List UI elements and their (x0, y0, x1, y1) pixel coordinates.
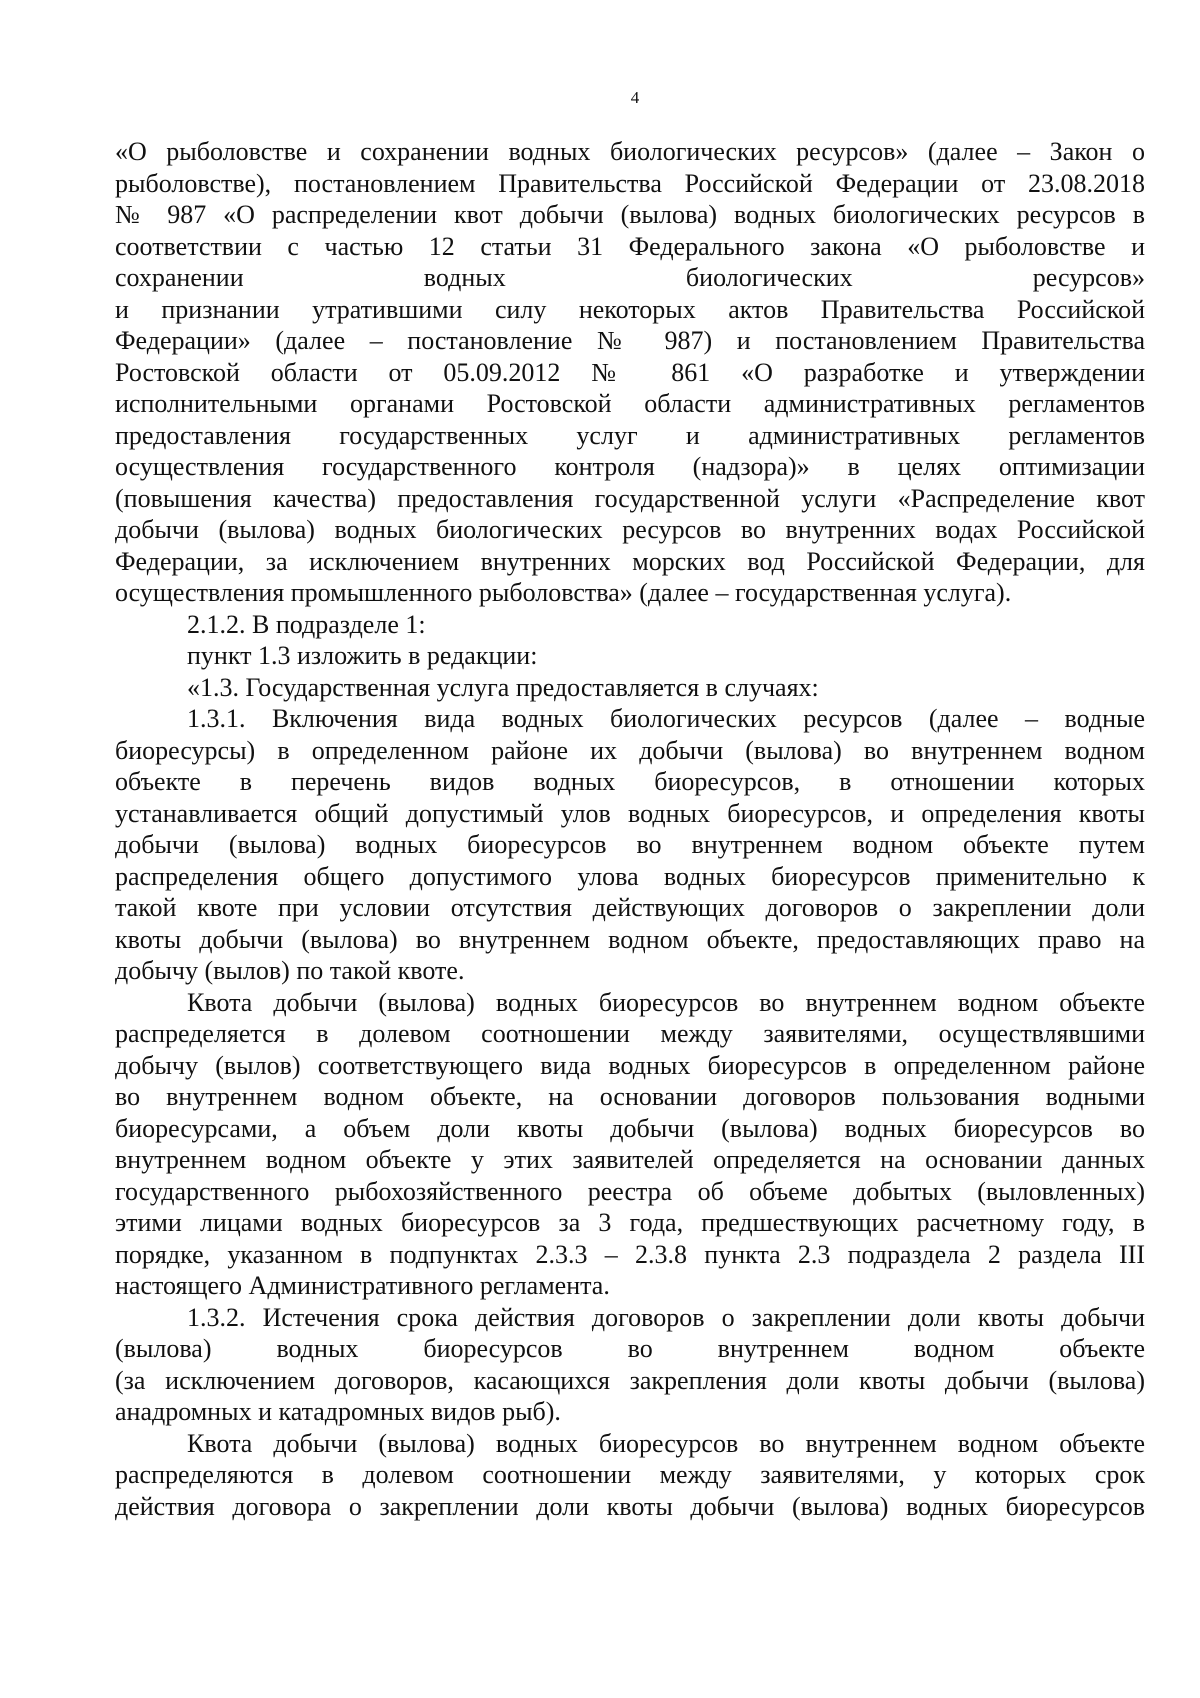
text-line: биоресурсами, а объем доли квоты добычи (вылова) водных биоресурсов во (115, 1113, 1145, 1143)
text-line: действия договора о закреплении доли квоты добычи (вылова) водных биоресурсов (115, 1491, 1145, 1521)
text-line: настоящего Административного регламента. (115, 1271, 610, 1300)
text-line: анадромных и катадромных видов рыб). (115, 1397, 561, 1426)
text-line: Федерации» (далее – постановление № 987) и постановлением Правительства (115, 326, 1145, 355)
text-line: предоставления государственных услуг и административных регламентов (115, 420, 1145, 450)
text-line: 1.3.1. Включения вида водных биологических ресурсов (далее – водные (187, 704, 1145, 733)
text-line: № 987 «О распределении квот добычи (вылова) водных биологических ресурсов в (115, 200, 1145, 229)
text-line: объекте в перечень видов водных биоресурсов, в отношении которых (115, 767, 1145, 796)
text-line: государственного рыбохозяйственного реестра об объеме добытых (выловленных) (115, 1176, 1145, 1206)
text-line: осуществления промышленного рыболовства» (далее – государственная услуга). (115, 578, 1012, 607)
text-line: порядке, указанном в подпунктах 2.3.3 – 2.3.8 пункта 2.3 подраздела 2 раздела III (115, 1239, 1145, 1269)
clause-heading: «1.3. Государственная услуга предоставляется в случаях: (187, 672, 819, 702)
text-line: распределяются в долевом соотношении между заявителями, у которых срок (115, 1460, 1145, 1489)
text-line: Квота добычи (вылова) водных биоресурсов во внутреннем водном объекте (187, 1428, 1145, 1458)
text-line: Квота добычи (вылова) водных биоресурсов во внутреннем водном объекте (187, 987, 1145, 1017)
text-line: (вылова) водных биоресурсов во внутреннем водном объекте (115, 1334, 1145, 1363)
text-line: рыболовстве), постановлением Правительства Российской Федерации от 23.08.2018 (115, 168, 1145, 198)
text-line: осуществления государственного контроля (надзора)» в целях оптимизации (115, 452, 1145, 481)
text-line: распределяется в долевом соотношении между заявителями, осуществлявшими (115, 1019, 1145, 1048)
text-line: внутреннем водном объекте у этих заявителей определяется на основании данных (115, 1145, 1145, 1174)
text-line: добычи (вылова) водных биоресурсов во внутреннем водном объекте путем (115, 830, 1145, 859)
text-line: сохранении водных биологических ресурсов» (115, 263, 1145, 292)
text-line: добычу (вылов) по такой квоте. (115, 956, 465, 985)
text-line: «О рыболовстве и сохранении водных биологических ресурсов» (далее – Закон о (115, 137, 1145, 166)
text-line: добычи (вылова) водных биологических ресурсов во внутренних водах Российской (115, 515, 1145, 544)
text-line: Федерации, за исключением внутренних морских вод Российской Федерации, для (115, 546, 1145, 576)
text-line: этими лицами водных биоресурсов за 3 года, предшествующих расчетному году, в (115, 1208, 1145, 1237)
text-line: соответствии с частью 12 статьи 31 Федерального закона «О рыболовстве и (115, 231, 1145, 261)
page-number: 4 (630, 88, 640, 107)
document-body (115, 136, 1145, 1522)
text-line: во внутреннем водном объекте, на основании договоров пользования водными (115, 1082, 1145, 1111)
text-line: устанавливается общий допустимый улов водных биоресурсов, и определения квоты (115, 798, 1145, 828)
text-line: (повышения качества) предоставления государственной услуги «Распределение квот (115, 483, 1145, 513)
section-heading: 2.1.2. В подразделе 1: (187, 609, 426, 639)
text-line: (за исключением договоров, касающихся закрепления доли квоты добычи (вылова) (115, 1365, 1145, 1395)
text-line: исполнительными органами Ростовской области административных регламентов (115, 389, 1145, 418)
text-line: и признании утратившими силу некоторых актов Правительства Российской (115, 294, 1145, 324)
text-line: 1.3.2. Истечения срока действия договоров о закреплении доли квоты добычи (187, 1302, 1145, 1332)
text-line: такой квоте при условии отсутствия действующих договоров о закреплении доли (115, 893, 1145, 922)
text-line: квоты добычи (вылова) во внутреннем водном объекте, предоставляющих право на (115, 924, 1145, 954)
text-line: Ростовской области от 05.09.2012 № 861 «О разработке и утверждении (115, 357, 1145, 387)
text-line: распределения общего допустимого улова водных биоресурсов применительно к (115, 861, 1145, 891)
text-line: добычу (вылов) соответствующего вида водных биоресурсов в определенном районе (115, 1050, 1145, 1080)
text-line: биоресурсы) в определенном районе их добычи (вылова) во внутреннем водном (115, 735, 1145, 765)
text-line: пункт 1.3 изложить в редакции: (187, 641, 538, 670)
